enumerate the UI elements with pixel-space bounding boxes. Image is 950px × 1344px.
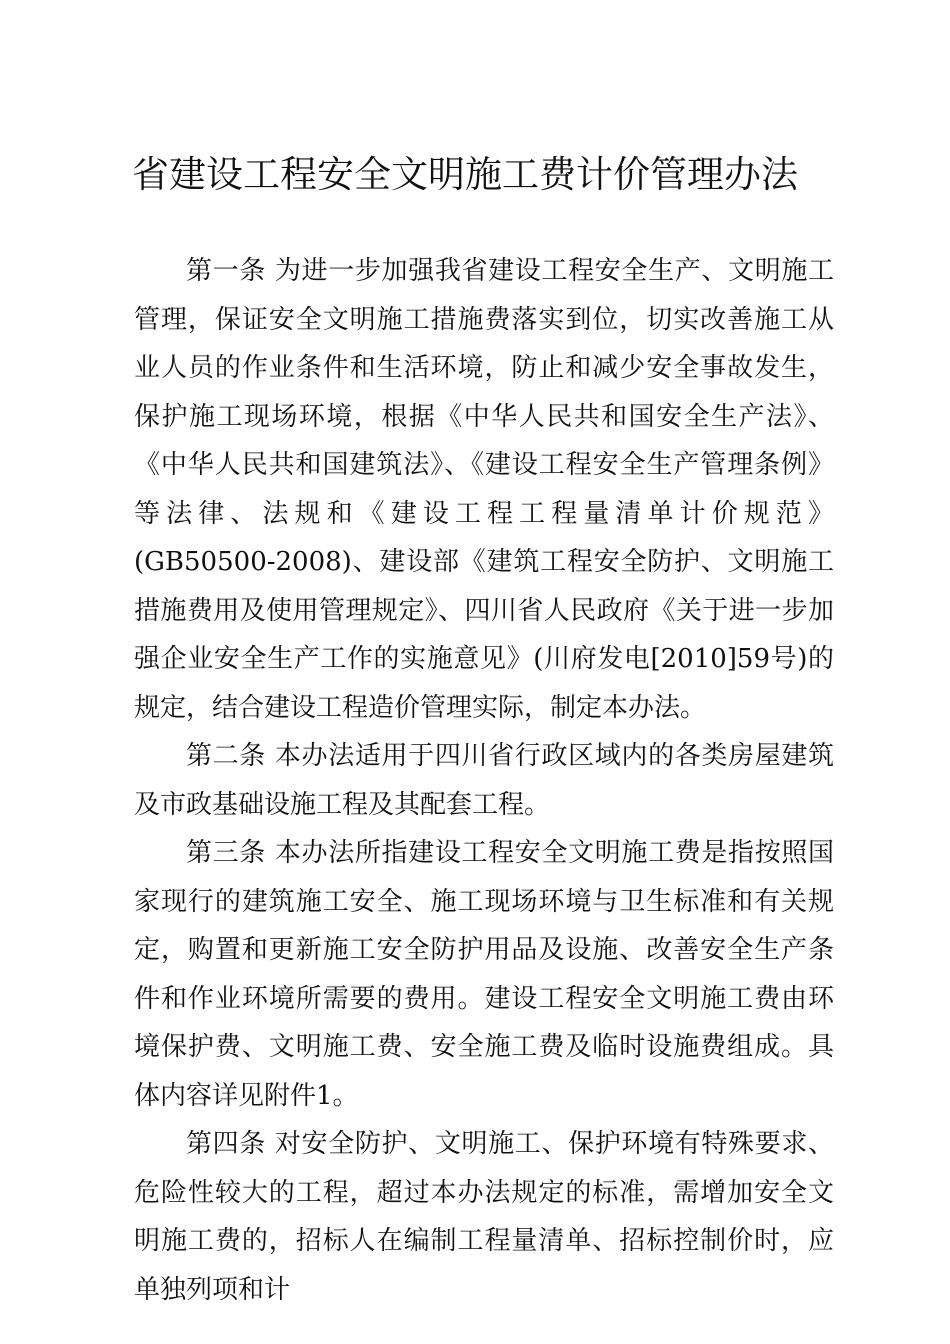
paragraph-article-4: 第四条 对安全防护、文明施工、保护环境有特殊要求、危险性较大的工程，超过本办法规定的标准，需增加安全文明施工费的，招标人在编制工程量清单、招标控制价时，应单独列项和计 xyxy=(134,1129,834,1305)
paragraph-article-2: 第二条 本办法适用于四川省行政区域内的各类房屋建筑及市政基础设施工程及其配套工程。 xyxy=(134,741,834,820)
paragraph-article-3: 第三条 本办法所指建设工程安全文明施工费是指按照国家现行的建筑施工安全、施工现场环境与卫生标准和有关规定，购置和更新施工安全防护用品及设施、改善安全生产条件和作业环境所需要的费用。建设工程安全文明施工费由环境保护费、文明施工费、安全施工费及临时设施费组成。具体内容详见附件1。 xyxy=(134,838,834,1111)
document-body xyxy=(134,247,834,1314)
paragraph-article-1: 第一条 为进一步加强我省建设工程安全生产、文明施工管理，保证安全文明施工措施费落实到位，切实改善施工从业人员的作业条件和生活环境，防止和减少安全事故发生，保护施工现场环境，根据《中华人民共和国安全生产法》、《中华人民共和国建筑法》、《建设工程安全生产管理条例》等法律、法规和《建设工程工程量清单计价规范》(GB50500-2008)、建设部《建筑工程安全防护、文明施工措施费用及使用管理规定》、四川省人民政府《关于进一步加强企业安全生产工作的实施意见》(川府发电[2010]59号)的规定，结合建设工程造价管理实际，制定本办法。 xyxy=(134,256,834,723)
document-title: 省建设工程安全文明施工费计价管理办法 xyxy=(132,153,798,196)
